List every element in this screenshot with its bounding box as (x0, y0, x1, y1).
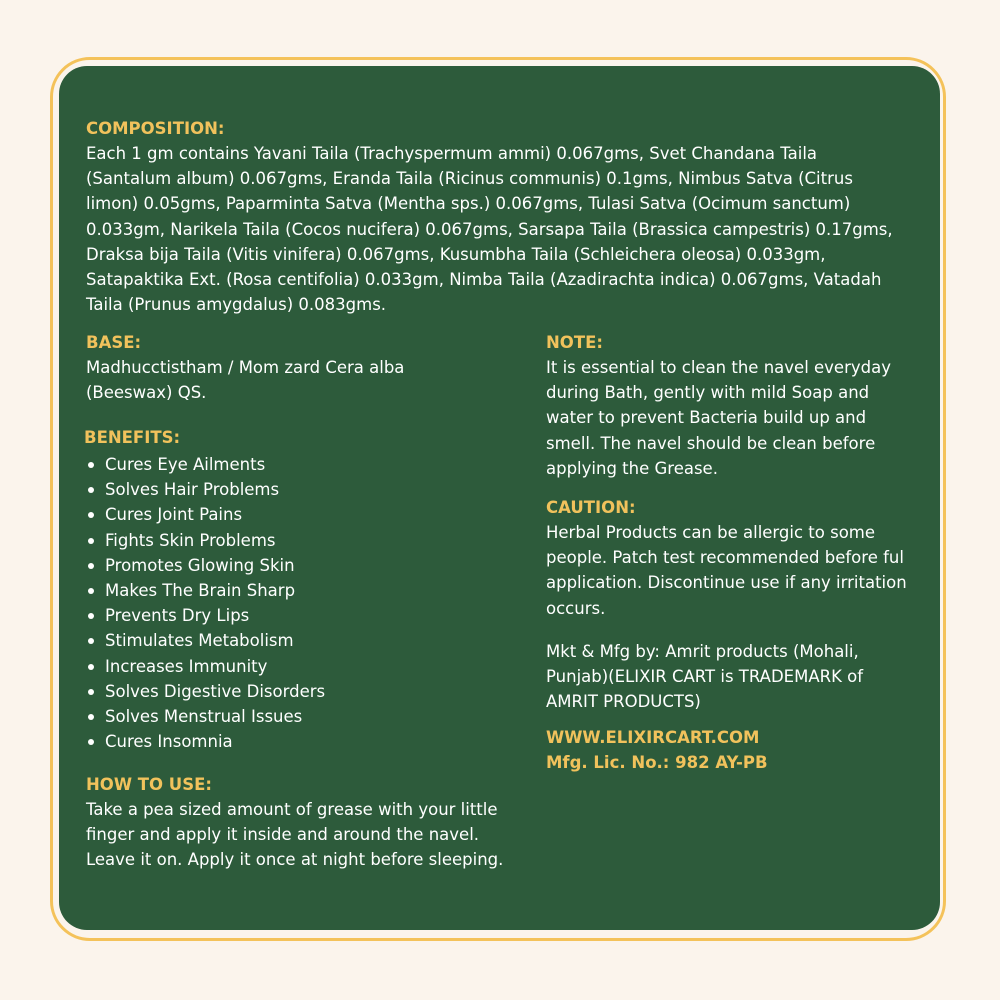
how-to-use-line: finger and apply it inside and around the navel. (86, 825, 480, 845)
label-panel (59, 66, 940, 930)
caution-line: people. Patch test recommended before ful (546, 548, 904, 568)
note-line: It is essential to clean the navel everyday (546, 358, 891, 377)
caution-text (546, 520, 907, 621)
caution-line: Herbal Products can be allergic to some (546, 523, 876, 542)
benefits-list (85, 452, 325, 754)
benefit-item: Stimulates Metabolism (85, 628, 325, 653)
benefit-item: Cures Eye Ailments (85, 452, 325, 477)
composition-line: Taila (Prunus amygdalus) 0.083gms. (86, 295, 387, 315)
benefit-item: Makes The Brain Sharp (85, 578, 325, 603)
note-line: during Bath, gently with mild Soap and (546, 383, 870, 403)
base-text (86, 355, 404, 405)
note-line: smell. The navel should be clean before (546, 433, 876, 453)
how-to-use-heading: HOW TO USE: (86, 775, 212, 794)
composition-heading: COMPOSITION: (86, 119, 225, 138)
composition-line: 0.033gm, Narikela Taila (Cocos nucifera) 0.067gms, Sarsapa Taila (Brassica campestris) 0.17gms, (86, 219, 893, 239)
note-text (546, 355, 891, 481)
benefits-heading: BENEFITS: (84, 428, 181, 447)
benefit-item: Fights Skin Problems (85, 528, 325, 553)
manufacturer-text (546, 639, 863, 715)
manufacturer-line: Mkt & Mfg by: Amrit products (Mohali, (546, 642, 859, 661)
benefit-item: Prevents Dry Lips (85, 603, 325, 628)
note-heading: NOTE: (546, 333, 603, 352)
note-line: water to prevent Bacteria build up and (546, 408, 867, 428)
manufacturer-line: AMRIT PRODUCTS) (546, 692, 701, 712)
composition-line: limon) 0.05gms, Paparminta Satva (Mentha sps.) 0.067gms, Tulasi Satva (Ocimum sanctum) (86, 194, 851, 214)
composition-line: Each 1 gm contains Yavani Taila (Trachyspermum ammi) 0.067gms, Svet Chandana Taila (86, 144, 818, 163)
benefit-item: Solves Menstrual Issues (85, 704, 325, 729)
license-number: Mfg. Lic. No.: 982 AY-PB (546, 753, 768, 772)
manufacturer-line: Punjab)(ELIXIR CART is TRADEMARK of (546, 667, 864, 687)
caution-line: application. Discontinue use if any irritation (546, 573, 907, 593)
composition-text (86, 141, 893, 317)
benefit-item: Cures Insomnia (85, 729, 325, 754)
base-line: Madhucctistham / Mom zard Cera alba (86, 358, 405, 377)
benefit-item: Cures Joint Pains (85, 502, 325, 527)
how-to-use-line: Take a pea sized amount of grease with your little (86, 800, 498, 819)
composition-line: (Santalum album) 0.067gms, Eranda Taila (Ricinus communis) 0.1gms, Nimbus Satva (Citrus (86, 169, 853, 189)
caution-heading: CAUTION: (546, 498, 636, 517)
benefit-item: Solves Digestive Disorders (85, 679, 325, 704)
website-link: WWW.ELIXIRCART.COM (546, 728, 760, 747)
base-line: (Beeswax) QS. (86, 383, 207, 403)
base-heading: BASE: (86, 333, 142, 352)
how-to-use-line: Leave it on. Apply it once at night before sleeping. (86, 850, 504, 870)
benefit-item: Promotes Glowing Skin (85, 553, 325, 578)
note-line: applying the Grease. (546, 458, 718, 478)
caution-line: occurs. (546, 598, 606, 618)
benefit-item: Solves Hair Problems (85, 477, 325, 502)
composition-line: Draksa bija Taila (Vitis vinifera) 0.067gms, Kusumbha Taila (Schleichera oleosa) 0.033gm, (86, 244, 826, 264)
benefit-item: Increases Immunity (85, 654, 325, 679)
how-to-use-text (86, 797, 503, 873)
composition-line: Satapaktika Ext. (Rosa centifolia) 0.033gm, Nimba Taila (Azadirachta indica) 0.067gms, Vatadah (86, 270, 882, 290)
